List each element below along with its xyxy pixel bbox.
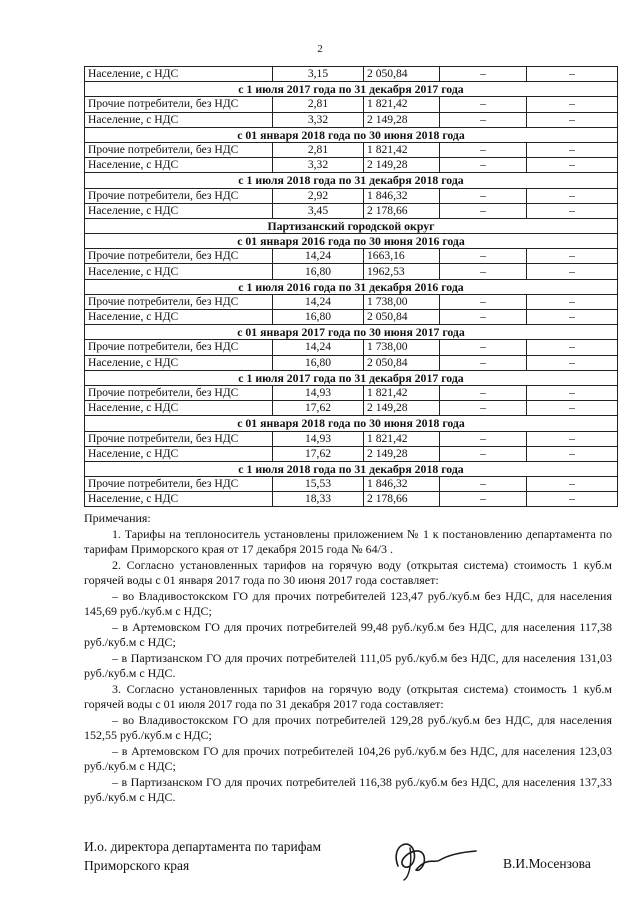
table-row xyxy=(85,385,618,400)
notes-title: Примечания: xyxy=(84,511,151,525)
table-row xyxy=(85,112,618,127)
note-paragraph: – во Владивостокском ГО для прочих потребителей 123,47 руб./куб.м без НДС, для населения 145,69 руб./куб.м с НДС; xyxy=(84,588,612,618)
tariff-table xyxy=(84,66,618,507)
tariff-value-3-cell: – xyxy=(440,310,527,325)
tariff-value-2-cell: 1 738,00 xyxy=(364,340,440,355)
tariff-value-1-cell: 3,45 xyxy=(273,203,364,218)
period-header-row xyxy=(85,218,618,233)
tariff-value-4-cell: – xyxy=(527,158,618,173)
consumer-name-cell: Население, с НДС xyxy=(85,112,273,127)
period-header: с 1 июля 2018 года по 31 декабря 2018 года xyxy=(85,173,618,188)
tariff-value-1-cell: 3,32 xyxy=(273,158,364,173)
tariff-value-3-cell: – xyxy=(440,97,527,112)
consumer-name-cell: Население, с НДС xyxy=(85,158,273,173)
table-row xyxy=(85,340,618,355)
consumer-name-cell: Прочие потребители, без НДС xyxy=(85,97,273,112)
consumer-name-cell: Прочие потребители, без НДС xyxy=(85,249,273,264)
tariff-value-2-cell: 1663,16 xyxy=(364,249,440,264)
consumer-name-cell: Население, с НДС xyxy=(85,67,273,82)
tariff-value-2-cell: 2 149,28 xyxy=(364,158,440,173)
consumer-name-cell: Прочие потребители, без НДС xyxy=(85,142,273,157)
tariff-value-4-cell: – xyxy=(527,142,618,157)
consumer-name-cell: Прочие потребители, без НДС xyxy=(85,188,273,203)
tariff-value-3-cell: – xyxy=(440,158,527,173)
tariff-value-3-cell: – xyxy=(440,431,527,446)
tariff-value-4-cell: – xyxy=(527,477,618,492)
tariff-value-4-cell: – xyxy=(527,385,618,400)
table-row xyxy=(85,264,618,279)
handwritten-signature xyxy=(380,826,480,886)
table-row xyxy=(85,355,618,370)
tariff-value-1-cell: 16,80 xyxy=(273,310,364,325)
tariff-value-4-cell: – xyxy=(527,340,618,355)
note-paragraph: – в Партизанском ГО для прочих потребителей 116,38 руб./куб.м без НДС, для населения 137,33 руб./куб.м с НДС. xyxy=(84,774,612,804)
note-paragraph: – в Артемовском ГО для прочих потребителей 99,48 руб./куб.м без НДС, для населения 117,38 руб./куб.м с НДС; xyxy=(84,619,612,649)
period-header-row xyxy=(85,82,618,97)
tariff-value-2-cell: 1 821,42 xyxy=(364,97,440,112)
period-header: с 01 января 2018 года по 30 июня 2018 года xyxy=(85,416,618,431)
table-row xyxy=(85,294,618,309)
period-header: с 1 июля 2017 года по 31 декабря 2017 года xyxy=(85,370,618,385)
consumer-name-cell: Прочие потребители, без НДС xyxy=(85,477,273,492)
tariff-value-3-cell: – xyxy=(440,385,527,400)
table-row xyxy=(85,67,618,82)
tariff-value-3-cell: – xyxy=(440,67,527,82)
tariff-value-1-cell: 3,15 xyxy=(273,67,364,82)
tariff-value-2-cell: 1 738,00 xyxy=(364,294,440,309)
period-header: с 01 января 2016 года по 30 июня 2016 года xyxy=(85,234,618,249)
tariff-value-4-cell: – xyxy=(527,97,618,112)
tariff-value-1-cell: 14,24 xyxy=(273,294,364,309)
tariff-value-3-cell: – xyxy=(440,203,527,218)
tariff-value-3-cell: – xyxy=(440,112,527,127)
tariff-value-3-cell: – xyxy=(440,264,527,279)
tariff-value-4-cell: – xyxy=(527,431,618,446)
notes-body xyxy=(84,527,612,806)
tariff-value-3-cell: – xyxy=(440,355,527,370)
table-row xyxy=(85,158,618,173)
period-header-row xyxy=(85,127,618,142)
tariff-value-1-cell: 3,32 xyxy=(273,112,364,127)
table-row xyxy=(85,203,618,218)
consumer-name-cell: Прочие потребители, без НДС xyxy=(85,294,273,309)
tariff-value-2-cell: 1 846,32 xyxy=(364,188,440,203)
consumer-name-cell: Население, с НДС xyxy=(85,264,273,279)
tariff-value-4-cell: – xyxy=(527,446,618,461)
tariff-table-body xyxy=(85,67,618,507)
tariff-value-4-cell: – xyxy=(527,355,618,370)
table-row xyxy=(85,188,618,203)
note-paragraph: 3. Согласно установленных тарифов на горячую воду (открытая система) стоимость 1 куб.м горячей воды с 01 июля 2017 года по 31 декабря 2017 года составляет: xyxy=(84,681,612,711)
period-header-row xyxy=(85,173,618,188)
tariff-value-1-cell: 16,80 xyxy=(273,264,364,279)
tariff-value-1-cell: 14,24 xyxy=(273,249,364,264)
tariff-value-2-cell: 1 821,42 xyxy=(364,142,440,157)
tariff-value-4-cell: – xyxy=(527,401,618,416)
table-row xyxy=(85,431,618,446)
consumer-name-cell: Население, с НДС xyxy=(85,355,273,370)
tariff-value-3-cell: – xyxy=(440,188,527,203)
consumer-name-cell: Прочие потребители, без НДС xyxy=(85,340,273,355)
period-header-row xyxy=(85,416,618,431)
table-row xyxy=(85,97,618,112)
tariff-value-2-cell: 1962,53 xyxy=(364,264,440,279)
note-paragraph: 1. Тарифы на теплоноситель установлены приложением № 1 к постановлению департамента по тарифам Приморского края от 17 декабря 2015 года № 64/3 . xyxy=(84,526,612,556)
tariff-value-2-cell: 2 178,66 xyxy=(364,203,440,218)
tariff-value-4-cell: – xyxy=(527,294,618,309)
table-row xyxy=(85,310,618,325)
notes-section xyxy=(84,511,612,806)
tariff-value-4-cell: – xyxy=(527,310,618,325)
period-header-row xyxy=(85,234,618,249)
consumer-name-cell: Прочие потребители, без НДС xyxy=(85,385,273,400)
tariff-value-2-cell: 2 178,66 xyxy=(364,492,440,507)
tariff-value-3-cell: – xyxy=(440,446,527,461)
signatory-name: В.И.Мосензова xyxy=(503,856,591,871)
table-row xyxy=(85,249,618,264)
note-paragraph: – в Артемовском ГО для прочих потребителей 104,26 руб./куб.м без НДС, для населения 123,03 руб./куб.м с НДС; xyxy=(84,743,612,773)
consumer-name-cell: Прочие потребители, без НДС xyxy=(85,431,273,446)
tariff-value-1-cell: 2,92 xyxy=(273,188,364,203)
tariff-value-1-cell: 17,62 xyxy=(273,401,364,416)
period-header: с 01 января 2017 года по 30 июня 2017 года xyxy=(85,325,618,340)
tariff-value-4-cell: – xyxy=(527,188,618,203)
period-header: с 01 января 2018 года по 30 июня 2018 года xyxy=(85,127,618,142)
tariff-value-4-cell: – xyxy=(527,264,618,279)
tariff-value-2-cell: 1 821,42 xyxy=(364,385,440,400)
consumer-name-cell: Население, с НДС xyxy=(85,492,273,507)
tariff-value-3-cell: – xyxy=(440,477,527,492)
tariff-value-3-cell: – xyxy=(440,142,527,157)
period-header-row xyxy=(85,461,618,476)
table-row xyxy=(85,492,618,507)
tariff-value-2-cell: 2 050,84 xyxy=(364,67,440,82)
signatory-position xyxy=(84,837,321,875)
tariff-value-1-cell: 17,62 xyxy=(273,446,364,461)
page-number: 2 xyxy=(317,43,323,55)
tariff-value-3-cell: – xyxy=(440,492,527,507)
tariff-value-1-cell: 18,33 xyxy=(273,492,364,507)
tariff-value-3-cell: – xyxy=(440,294,527,309)
period-header-row xyxy=(85,370,618,385)
tariff-value-4-cell: – xyxy=(527,203,618,218)
note-paragraph: – во Владивостокском ГО для прочих потребителей 129,28 руб./куб.м без НДС, для населения 152,55 руб./куб.м с НДС; xyxy=(84,712,612,742)
table-row xyxy=(85,142,618,157)
note-paragraph: 2. Согласно установленных тарифов на горячую воду (открытая система) стоимость 1 куб.м горячей воды с 01 января 2017 года по 30 июня 2017 года составляет: xyxy=(84,557,612,587)
period-header: Партизанский городской округ xyxy=(85,218,618,233)
period-header: с 1 июля 2016 года по 31 декабря 2016 года xyxy=(85,279,618,294)
tariff-value-3-cell: – xyxy=(440,340,527,355)
tariff-value-2-cell: 1 821,42 xyxy=(364,431,440,446)
tariff-value-1-cell: 14,93 xyxy=(273,431,364,446)
tariff-value-2-cell: 2 050,84 xyxy=(364,355,440,370)
tariff-value-1-cell: 2,81 xyxy=(273,142,364,157)
tariff-value-1-cell: 14,24 xyxy=(273,340,364,355)
tariff-value-4-cell: – xyxy=(527,492,618,507)
consumer-name-cell: Население, с НДС xyxy=(85,401,273,416)
table-row xyxy=(85,477,618,492)
tariff-value-2-cell: 1 846,32 xyxy=(364,477,440,492)
tariff-value-2-cell: 2 050,84 xyxy=(364,310,440,325)
period-header: с 1 июля 2017 года по 31 декабря 2017 года xyxy=(85,82,618,97)
note-paragraph: – в Партизанском ГО для прочих потребителей 111,05 руб./куб.м без НДС, для населения 131,03 руб./куб.м с НДС. xyxy=(84,650,612,680)
tariff-value-4-cell: – xyxy=(527,67,618,82)
consumer-name-cell: Население, с НДС xyxy=(85,446,273,461)
tariff-value-2-cell: 2 149,28 xyxy=(364,446,440,461)
period-header-row xyxy=(85,325,618,340)
period-header-row xyxy=(85,279,618,294)
tariff-value-1-cell: 16,80 xyxy=(273,355,364,370)
tariff-value-1-cell: 14,93 xyxy=(273,385,364,400)
tariff-value-1-cell: 2,81 xyxy=(273,97,364,112)
consumer-name-cell: Население, с НДС xyxy=(85,310,273,325)
table-row xyxy=(85,401,618,416)
consumer-name-cell: Население, с НДС xyxy=(85,203,273,218)
signatory-position-line2: Приморского края xyxy=(84,858,190,873)
tariff-value-3-cell: – xyxy=(440,249,527,264)
signatory-position-line1: И.о. директора департамента по тарифам xyxy=(84,839,321,854)
period-header: с 1 июля 2018 года по 31 декабря 2018 года xyxy=(85,461,618,476)
table-row xyxy=(85,446,618,461)
tariff-value-1-cell: 15,53 xyxy=(273,477,364,492)
tariff-value-4-cell: – xyxy=(527,249,618,264)
tariff-value-2-cell: 2 149,28 xyxy=(364,401,440,416)
tariff-value-4-cell: – xyxy=(527,112,618,127)
tariff-value-3-cell: – xyxy=(440,401,527,416)
tariff-value-2-cell: 2 149,28 xyxy=(364,112,440,127)
